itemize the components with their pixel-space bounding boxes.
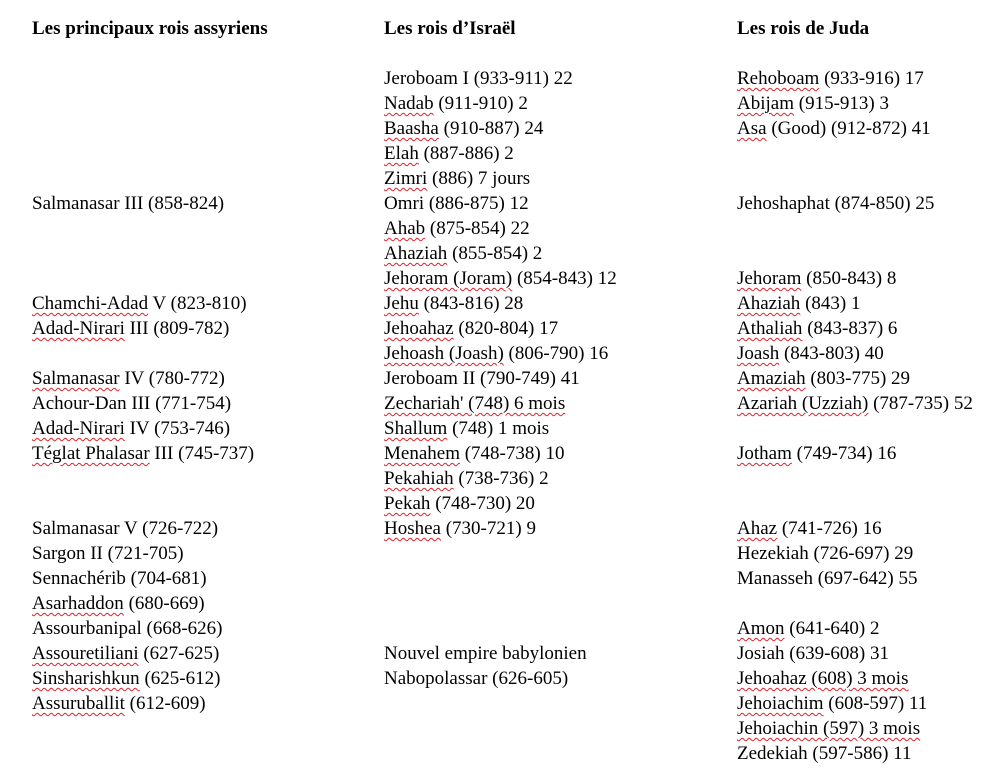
king-entry: [737, 366, 973, 391]
reign-text: (748) 1 mois: [447, 418, 550, 439]
reign-text: (915-913) 3: [794, 93, 889, 114]
king-entry: [737, 391, 973, 416]
king-entry: [32, 591, 254, 616]
king-entry: [32, 566, 254, 591]
reign-text: Jehoshaphat (874-850) 25: [737, 193, 935, 214]
spellcheck-name: Ahaziah: [384, 243, 448, 264]
judah-list: [737, 66, 973, 766]
reign-text: (850-843) 8: [801, 268, 897, 289]
reign-text: (738-736) 2: [453, 468, 549, 489]
reign-text: (843-837) 6: [802, 318, 898, 339]
spellcheck-name: Amon: [737, 618, 785, 639]
king-entry: [32, 366, 254, 391]
spellcheck-name: Azariah (Uzziah): [737, 393, 869, 414]
reign-text: (854-843) 12: [512, 268, 617, 289]
empty-row: [32, 216, 254, 241]
spellcheck-name: Chamchi-Adad: [32, 293, 149, 314]
spellcheck-name: Jehoahaz (608) 3 mois: [737, 668, 909, 689]
spellcheck-name: Assouretiliani: [32, 643, 139, 664]
spellcheck-name: Pekahiah: [384, 468, 454, 489]
king-entry: [737, 741, 973, 766]
spellcheck-name: Zechariah' (748) 6 mois: [384, 393, 566, 414]
empty-row: [32, 141, 254, 166]
king-entry: [737, 191, 973, 216]
king-entry: [384, 466, 617, 491]
reign-text: Salmanasar III (858-824): [32, 193, 225, 214]
empty-row: [32, 166, 254, 191]
king-entry: [32, 316, 254, 341]
assyria-header: Les principaux rois assyriens: [32, 18, 268, 39]
king-entry: [737, 516, 973, 541]
king-entry: [384, 316, 617, 341]
reign-text: IV (780-772): [119, 368, 225, 389]
reign-text: Nouvel empire babylonien: [384, 643, 587, 664]
king-entry: [737, 541, 973, 566]
king-entry: [737, 91, 973, 116]
reign-text: Sargon II (721-705): [32, 543, 184, 564]
king-entry: [737, 266, 973, 291]
reign-text: III (809-782): [124, 318, 230, 339]
empty-row: [384, 591, 617, 616]
spellcheck-name: Baasha: [384, 118, 439, 139]
king-entry: [737, 616, 973, 641]
reign-text: (843-816) 28: [418, 293, 524, 314]
king-entry: [384, 391, 617, 416]
king-entry: [384, 491, 617, 516]
reign-text: (803-775) 29: [805, 368, 911, 389]
reign-text: (886) 7 jours: [427, 168, 531, 189]
reign-text: Achour-Dan III (771-754): [32, 393, 232, 414]
king-entry: [737, 316, 973, 341]
empty-row: [32, 116, 254, 141]
empty-row: [737, 491, 973, 516]
empty-row: [737, 141, 973, 166]
spellcheck-name: Ahaz: [737, 518, 778, 539]
king-entry: [32, 391, 254, 416]
king-entry: [384, 441, 617, 466]
reign-text: (910-887) 24: [438, 118, 544, 139]
empty-row: [32, 91, 254, 116]
king-entry: [384, 641, 617, 666]
reign-text: Salmanasar V (726-722): [32, 518, 219, 539]
king-entry: [384, 216, 617, 241]
reign-text: (680-669): [123, 593, 205, 614]
reign-text: Assourbanipal (668-626): [32, 618, 223, 639]
king-entry: [32, 691, 254, 716]
reign-text: (843-803) 40: [779, 343, 884, 364]
king-entry: [384, 416, 617, 441]
reign-text: (748-738) 10: [459, 443, 565, 464]
reign-text: (641-640) 2: [784, 618, 880, 639]
reign-text: (933-916) 17: [819, 68, 924, 89]
king-entry: [737, 641, 973, 666]
reign-text: (625-612): [139, 668, 221, 689]
israel-list: [384, 66, 617, 691]
spellcheck-name: Jehoash (Joash): [384, 343, 504, 364]
king-entry: [737, 291, 973, 316]
spellcheck-name: Jehoiachim: [737, 693, 824, 714]
empty-row: [737, 166, 973, 191]
spellcheck-name: Asa: [737, 118, 767, 139]
king-entry: [384, 266, 617, 291]
empty-row: [384, 616, 617, 641]
spellcheck-name: Jehoiachin (597) 3 mois: [737, 718, 921, 739]
spellcheck-name: Amaziah: [737, 368, 806, 389]
spellcheck-name: Nadab: [384, 93, 434, 114]
king-entry: [737, 116, 973, 141]
reign-text: Sennachérib (704-681): [32, 568, 207, 589]
reign-text: (875-854) 22: [425, 218, 530, 239]
reign-text: (749-734) 16: [791, 443, 897, 464]
spellcheck-name: Jehoahaz: [384, 318, 454, 339]
reign-text: (806-790) 16: [503, 343, 609, 364]
reign-text: Hezekiah (726-697) 29: [737, 543, 914, 564]
spellcheck-name: Rehoboam: [737, 68, 820, 89]
spellcheck-name: Jotham: [737, 443, 792, 464]
reign-text: (741-726) 16: [777, 518, 882, 539]
king-entry: [32, 416, 254, 441]
empty-row: [737, 241, 973, 266]
reign-text: (887-886) 2: [418, 143, 514, 164]
king-entry: [32, 541, 254, 566]
reign-text: V (823-810): [148, 293, 247, 314]
judah-header: Les rois de Juda: [737, 18, 870, 39]
empty-row: [737, 216, 973, 241]
reign-text: Jeroboam I (933-911) 22: [384, 68, 573, 89]
spellcheck-name: Téglat Phalasar: [32, 443, 150, 464]
empty-row: [32, 241, 254, 266]
reign-text: (612-609): [124, 693, 206, 714]
king-entry: [737, 441, 973, 466]
empty-row: [32, 266, 254, 291]
spellcheck-name: Joash: [737, 343, 780, 364]
empty-row: [384, 566, 617, 591]
spellcheck-name: Salmanasar: [32, 368, 120, 389]
king-entry: [384, 241, 617, 266]
spellcheck-name: Adad-Nirari: [32, 418, 125, 439]
spellcheck-name: Hoshea: [384, 518, 441, 539]
king-entry: [737, 341, 973, 366]
empty-row: [32, 491, 254, 516]
assyria-list: [32, 66, 254, 716]
reign-text: IV (753-746): [124, 418, 231, 439]
spellcheck-name: Jehoram (Joram): [384, 268, 513, 289]
reign-text: (748-730) 20: [430, 493, 535, 514]
king-entry: [32, 641, 254, 666]
king-entry: [737, 566, 973, 591]
empty-row: [32, 66, 254, 91]
king-entry: [384, 66, 617, 91]
king-entry: [32, 516, 254, 541]
reign-text: (820-804) 17: [453, 318, 559, 339]
empty-row: [32, 341, 254, 366]
spellcheck-name: Elah: [384, 143, 419, 164]
king-entry: [32, 441, 254, 466]
empty-row: [384, 541, 617, 566]
empty-row: [32, 466, 254, 491]
spellcheck-name: Assuruballit: [32, 693, 125, 714]
reign-text: Omri (886-875) 12: [384, 193, 529, 214]
spellcheck-name: Ahab: [384, 218, 426, 239]
spellcheck-name: Sinsharishkun: [32, 668, 140, 689]
king-entry: [737, 66, 973, 91]
king-entry: [32, 291, 254, 316]
empty-row: [737, 466, 973, 491]
reign-text: (608-597) 11: [823, 693, 928, 714]
reign-text: Jeroboam II (790-749) 41: [384, 368, 580, 389]
reign-text: (Good) (912-872) 41: [766, 118, 931, 139]
king-entry: [384, 191, 617, 216]
king-entry: [32, 191, 254, 216]
spellcheck-name: Abijam: [737, 93, 794, 114]
empty-row: [737, 416, 973, 441]
spellcheck-name: Jehu: [384, 293, 419, 314]
spellcheck-name: Pekah: [384, 493, 431, 514]
king-entry: [384, 91, 617, 116]
king-entry: [384, 166, 617, 191]
reign-text: Manasseh (697-642) 55: [737, 568, 918, 589]
reign-text: Zedekiah (597-586) 11: [737, 743, 912, 764]
reign-text: (627-625): [138, 643, 220, 664]
king-entry: [737, 716, 973, 741]
empty-row: [737, 591, 973, 616]
spellcheck-name: Ahaziah: [737, 293, 801, 314]
reign-text: (730-721) 9: [440, 518, 536, 539]
spellcheck-name: Athaliah: [737, 318, 803, 339]
king-entry: [32, 616, 254, 641]
reign-text: (911-910) 2: [433, 93, 528, 114]
spellcheck-name: Adad-Nirari: [32, 318, 125, 339]
king-entry: [737, 691, 973, 716]
reign-text: Nabopolassar (626-605): [384, 668, 569, 689]
king-entry: [384, 141, 617, 166]
king-entry: [384, 366, 617, 391]
reign-text: III (745-737): [149, 443, 255, 464]
spellcheck-name: Asarhaddon: [32, 593, 124, 614]
king-entry: [384, 666, 617, 691]
king-entry: [384, 116, 617, 141]
reign-text: Josiah (639-608) 31: [737, 643, 889, 664]
reign-text: (855-854) 2: [447, 243, 543, 264]
spellcheck-name: Zimri: [384, 168, 428, 189]
king-entry: [32, 666, 254, 691]
king-entry: [384, 291, 617, 316]
king-entry: [737, 666, 973, 691]
king-entry: [384, 341, 617, 366]
king-entry: [384, 516, 617, 541]
reign-text: (843) 1: [800, 293, 861, 314]
reign-text: (787-735) 52: [868, 393, 973, 414]
spellcheck-name: Menahem: [384, 443, 460, 464]
spellcheck-name: Jehoram: [737, 268, 802, 289]
spellcheck-name: Shallum: [384, 418, 448, 439]
israel-header: Les rois d’Israël: [384, 18, 516, 39]
